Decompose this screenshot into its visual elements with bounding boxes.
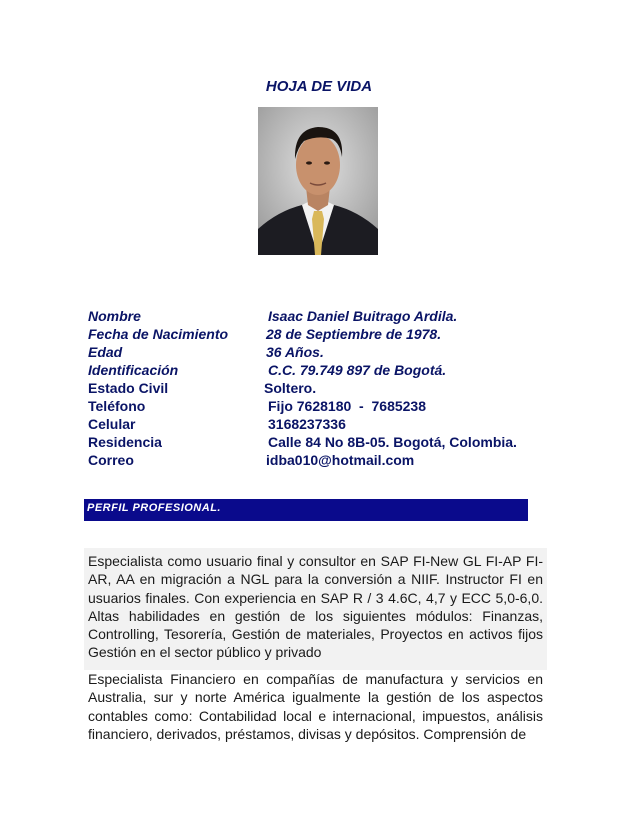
info-value: Calle 84 No 8B-05. Bogotá, Colombia. bbox=[268, 434, 517, 450]
info-value: Soltero. bbox=[264, 380, 317, 396]
info-label: Nombre bbox=[88, 308, 141, 324]
info-value: Fijo 7628180 - 7685238 bbox=[268, 398, 426, 414]
info-value: 36 Años. bbox=[266, 344, 324, 360]
info-value: 3168237336 bbox=[268, 416, 346, 432]
info-value: idba010@hotmail.com bbox=[266, 452, 415, 468]
profile-paragraph-1 bbox=[84, 548, 547, 672]
profile-photo bbox=[258, 107, 378, 255]
paragraph-text: Especialista Financiero en compañías de manufactura y servicios en Australia, sur y norte América igualmente la gestión de los aspectos contables como: Contabilidad local e internacional, impuestos, análisis financiero, derivados, préstamos, divisas y depósitos. Comprensión de bbox=[88, 671, 543, 742]
profile-paragraph-2 bbox=[84, 670, 547, 750]
info-label: Celular bbox=[88, 416, 136, 432]
info-value: C.C. 79.749 897 de Bogotá. bbox=[268, 362, 447, 378]
paragraph-text: Especialista como usuario final y consultor en SAP FI-New GL FI-AP FI-AR, AA en migración a NGL para la conversión a NIIF. Instructor FI en usuarios finales. Con experiencia en SAP R / 3 4.6C, 4,7 y ECC 5,0-6,0. Altas habilidades en gestión de los siguientes módulos: Finanzas, Controlling, Tesorería, Gestión de materiales, Proyectos en activos fijos Gestión en el sector público y privado bbox=[88, 553, 543, 661]
info-value: 28 de Septiembre de 1978. bbox=[266, 326, 442, 342]
info-label: Estado Civil bbox=[88, 380, 169, 396]
document-title: HOJA DE VIDA bbox=[265, 78, 373, 95]
info-label: Residencia bbox=[88, 434, 162, 450]
info-label: Identificación bbox=[88, 362, 179, 378]
section-heading: PERFIL PROFESIONAL. bbox=[87, 502, 221, 514]
info-label: Teléfono bbox=[88, 398, 146, 414]
info-label: Edad bbox=[88, 344, 123, 360]
info-value: Isaac Daniel Buitrago Ardila. bbox=[268, 308, 458, 324]
info-label: Correo bbox=[88, 452, 134, 468]
info-label: Fecha de Nacimiento bbox=[88, 326, 229, 342]
section-banner-perfil bbox=[84, 499, 528, 521]
